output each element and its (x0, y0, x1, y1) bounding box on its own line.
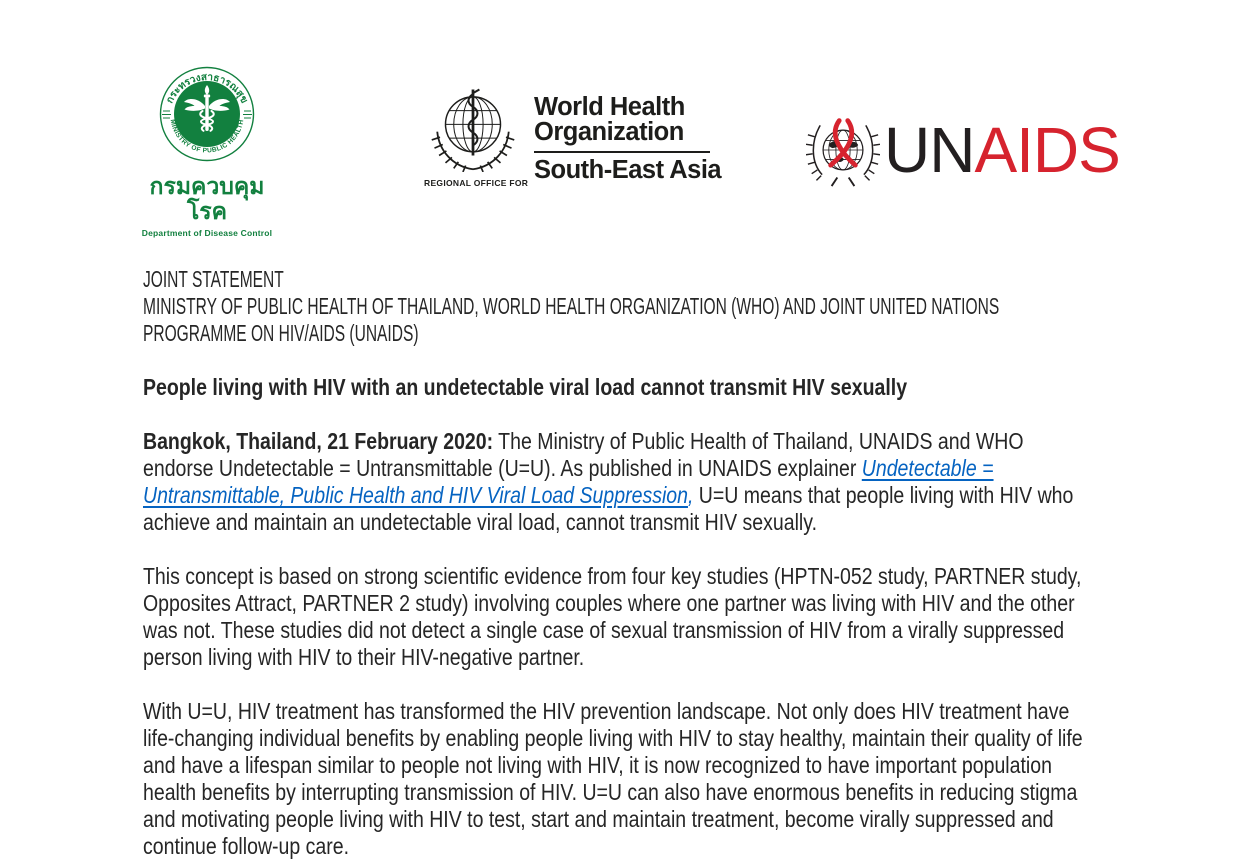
unaids-logo (806, 110, 1120, 190)
unaids-explainer-link[interactable]: Undetectable = Untransmittable, Public Health and HIV Viral Load Suppression (143, 455, 994, 508)
who-office-label: REGIONAL OFFICE FOR (424, 178, 529, 188)
statement-heading (143, 266, 1089, 347)
unaids-emblem-icon (806, 110, 880, 190)
moph-dept-thai: กรมควบคุมโรค (149, 173, 265, 225)
seal-bottom-text: MINISTRY OF PUBLIC HEALTH (168, 118, 246, 155)
dateline: Bangkok, Thailand, 21 February 2020: (143, 428, 494, 454)
paragraph-1-after-link: U=U means that people living with HIV who achieve and maintain an undetectable viral load, cannot transmit HIV sexually. (143, 482, 1074, 535)
unaids-un-text: UN (884, 114, 975, 186)
heading-line1: JOINT STATEMENT (143, 266, 284, 292)
paragraph-1-before-link: The Ministry of Public Health of Thailand, UNAIDS and WHO endorse Undetectable = Untransmittable (U=U). As published in UNAIDS explainer (143, 428, 1024, 481)
who-emblem-icon (427, 84, 519, 172)
unaids-aids-text: AIDS (974, 114, 1120, 186)
who-region-label: South-East Asia (534, 156, 722, 184)
seal-top-text: กระทรวงสาธารณสุข (164, 71, 250, 106)
paragraph-2: This concept is based on strong scientific evidence from four key studies (HPTN-052 study, PARTNER study, Opposites Attract, PARTNER 2 study) involving couples where one partner was living with HIV and the other was not. These studies did not detect a single case of sexual transmission of HIV from a virally suppressed person living with HIV to their HIV-negative partner. (143, 563, 1082, 670)
unaids-wordmark (884, 114, 1120, 186)
paragraph-3: With U=U, HIV treatment has transformed the HIV prevention landscape. Not only does HIV treatment have life-changing individual benefits by enabling people living with HIV to stay healthy, maintain their quality of life and have a lifespan similar to people not living with HIV, it is now recognized to have important population health benefits by interrupting transmission of HIV. U=U can also have enormous benefits in reducing stigma and motivating people living with HIV to test, start and maintain treatment, become virally suppressed and continue follow-up care. (143, 698, 1083, 859)
moph-seal-icon (159, 66, 255, 162)
moph-dept-english: Department of Disease Control (141, 227, 273, 238)
who-name-line2: Organization (534, 118, 684, 146)
who-divider (534, 151, 710, 153)
statement-title: People living with HIV with an undetectable viral load cannot transmit HIV sexually (143, 374, 908, 400)
who-logo (424, 84, 721, 188)
who-name-line1: World Health (534, 93, 685, 121)
paragraph-1 (143, 428, 1089, 536)
heading-line2: MINISTRY OF PUBLIC HEALTH OF THAILAND, WORLD HEALTH ORGANIZATION (WHO) AND JOINT UNITED NATIONS PROGRAMME ON HIV/AIDS (UNAIDS) (143, 293, 1000, 346)
statement-body (143, 266, 1089, 860)
moph-logo (136, 66, 278, 238)
link-trailing-comma: , (687, 482, 694, 508)
